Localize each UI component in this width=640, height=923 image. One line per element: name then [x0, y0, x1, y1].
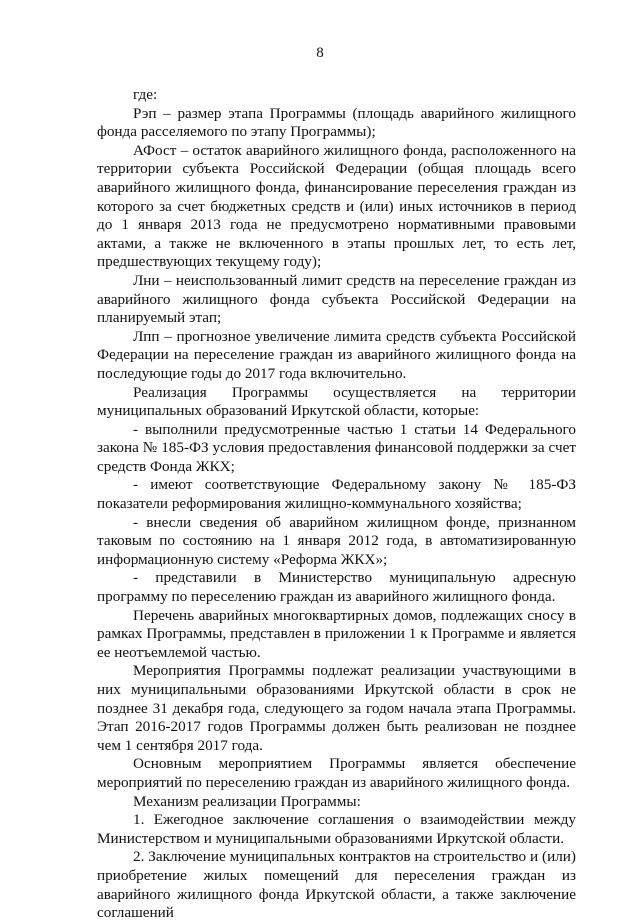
document-body [97, 86, 576, 923]
list-item-address-program: - представили в Министерство муниципальную адресную программу по переселению граждан из аварийного жилищного фонда. [97, 569, 576, 606]
mechanism-item-1: 1. Ежегодное заключение соглашения о взаимодействии между Министерством и муниципальными образованиями Иркутской области. [97, 811, 576, 847]
paragraph-houses-list: Перечень аварийных многоквартирных домов, подлежащих сносу в рамках Программы, представлен в приложении 1 к Программе и является ее неотъемлемой частью. [97, 606, 576, 661]
mechanism-item-2: 2. Заключение муниципальных контрактов на строительство и (или) приобретение жилых помещений для переселения граждан из аварийного жилищного фонда Иркутской области, а также заключение соглашений [97, 848, 576, 922]
paragraph-implementation: Реализация Программы осуществляется на территории муниципальных образований Иркутской области, которые: [97, 383, 576, 420]
paragraph-main-measure: Основным мероприятием Программы является обеспечение мероприятий по переселению граждан из аварийного жилищного фонда. [97, 755, 576, 791]
paragraph-where: где: [133, 86, 158, 103]
page-number: 8 [316, 45, 324, 61]
paragraph-lni-definition: Лни – неиспользованный лимит средств на переселение граждан из аварийного жилищного фонда субъекта Российской Федерации на планируемый этап; [97, 271, 576, 327]
paragraph-rep-definition: Рэп – размер этапа Программы (площадь аварийного жилищного фонда расселяемого по этапу Программы); [97, 104, 576, 141]
paragraph-deadlines: Мероприятия Программы подлежат реализации участвующими в них муниципальными образованиями Иркутской области в срок не позднее 31 декабря года, следующего за годом начала этапа Программы. Этап 2016-2017 годов Программы должен быть реализован не позднее чем 1 сентября 2017 года. [97, 662, 576, 754]
paragraph-lpp-definition: Лпп – прогнозное увеличение лимита средств субъекта Российской Федерации на переселение граждан из аварийного жилищного фонда на последующие годы до 2017 года включительно. [97, 327, 576, 382]
list-item-conditions: - выполнили предусмотренные частью 1 статьи 14 Федерального закона № 185-ФЗ условия предоставления финансовой поддержки за счет средств Фонда ЖКХ; [97, 420, 576, 475]
list-item-indicators: - имеют соответствующие Федеральному закону № 185-ФЗ показатели реформирования жилищно-коммунального хозяйства; [97, 476, 576, 513]
list-item-information-system: - внесли сведения об аварийном жилищном фонде, признанном таковым по состоянию на 1 января 2012 года, в автоматизированную информационную систему «Реформа ЖКХ»; [97, 513, 576, 568]
paragraph-afost-definition: АФост – остаток аварийного жилищного фонда, расположенного на территории субъекта Российской Федерации (общая площадь всего аварийного жилищного фонда, финансирование переселения граждан из которого за счет бюджетных средств и (или) иных источников в период до 1 января 2013 года не предусмотрено нормативными правовыми актами, а также не включенного в этапы прошлых лет, то есть лет, предшествующих текущему году); [97, 141, 576, 271]
paragraph-mechanism-heading: Механизм реализации Программы: [133, 792, 361, 810]
